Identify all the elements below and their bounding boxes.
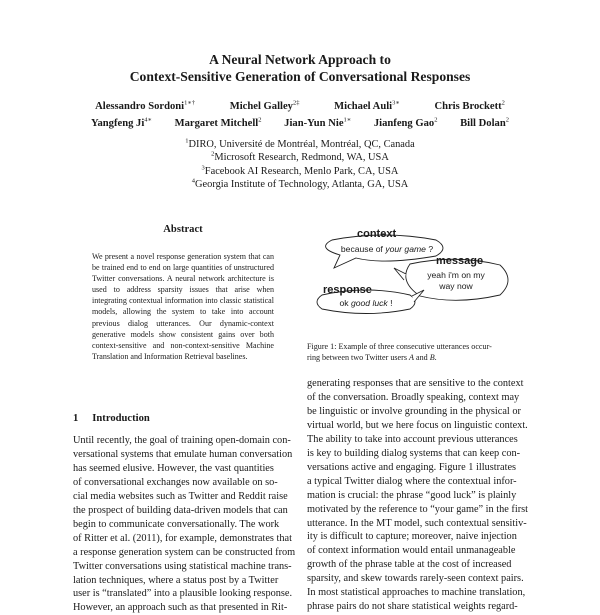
message-utterance-line-1: yeah i'm on my xyxy=(427,270,485,280)
text-line: has seemed elusive. However, the vast quantities xyxy=(73,462,274,474)
author: Michael Auli$^{3∗}$ xyxy=(334,99,400,112)
text-line: mation is crucial: the phrase “good luck” is plainly xyxy=(307,489,517,501)
section-title: Introduction xyxy=(92,413,150,424)
text-line: lation techniques, where a status post by a Twitter xyxy=(73,574,279,586)
response-utterance: ok good luck ! xyxy=(339,298,393,308)
figure-caption xyxy=(307,341,527,363)
abstract-text: We present a novel response generation system that can be trained end to end on large quantities of unstructured Twitter conversations. A neural network architecture is used to address sparsity issues that arise when integrating contextual information into classic statistical models, allowing the system to take into account previous dialog utterances. Our dynamic-context generative models show consistent gains over both context-sensitive and non-context-sensitive Machine Translation and Information Retrieval baselines. xyxy=(92,252,274,361)
right-column-paragraph xyxy=(307,377,528,614)
affiliation: $^4$Georgia Institute of Technology, Atlanta, GA, USA xyxy=(191,177,409,190)
text-line: phrase pairs do not share statistical weights regard- xyxy=(307,601,518,613)
text-line: In most statistical approaches to machine translation, xyxy=(307,587,526,599)
caption-line: ring between two Twitter users A and B. xyxy=(307,353,437,362)
text-line: Until recently, the goal of training open-domain con- xyxy=(73,435,291,446)
text-line: of conversational exchanges now available on so- xyxy=(73,476,278,488)
text-line: be linguistic or involve grounding in the physical or xyxy=(307,405,521,417)
text-line: cial media websites such as Twitter and Reddit raise xyxy=(73,490,288,502)
author: Jianfeng Gao$^2$ xyxy=(373,116,438,129)
text-line: generating responses that are sensitive to the context xyxy=(307,378,524,389)
section-number: 1 xyxy=(73,413,79,424)
text-line: ity is difficult to capture; moreover, naive injection xyxy=(307,531,517,543)
context-utterance: because of your game ? xyxy=(340,244,434,254)
text-line: virtual world, but we here focus on linguistic context. xyxy=(307,419,528,431)
text-line: utterance. In the MT model, such contextual sensitiv- xyxy=(307,517,527,529)
author: Alessandro Sordoni$^{1∗\dagger}$ xyxy=(95,99,196,112)
text-line: growth of the phrase table at the cost of increased xyxy=(307,559,512,571)
text-line: begin to communicate conversationally. The work xyxy=(73,518,280,530)
text-line: Twitter conversations using statistical machine trans- xyxy=(73,560,292,572)
text-line: a response generation system can be constructed from xyxy=(73,546,296,558)
paper-title-line-2: Context-Sensitive Generation of Conversational Responses xyxy=(129,69,471,84)
author: Margaret Mitchell$^2$ xyxy=(174,116,262,129)
text-line: motivated by the reference to “your game” in the first xyxy=(307,503,529,515)
context-label: context xyxy=(357,228,397,240)
text-line: is key to building dialog systems that can keep con- xyxy=(307,447,521,459)
affiliation: $^2$Microsoft Research, Redmond, WA, USA xyxy=(211,150,389,164)
text-line: The ability to take into account previous utterances xyxy=(307,433,518,445)
author: Jian-Yun Nie$^{1∗}$ xyxy=(284,116,352,129)
author: Yangfeng $Ji^{4∗}$ xyxy=(91,116,152,129)
text-line: a typical Twitter dialog where the contextual infor- xyxy=(307,475,517,487)
text-line: sparsity, and skew towards rarely-seen context pairs. xyxy=(307,573,524,585)
text-line: user is “translated” into a plausible looking response. xyxy=(73,588,293,600)
text-line: of Ritter et al. (2011), for example, demonstrates that xyxy=(73,532,292,544)
caption-line: Figure 1: Example of three consecutive utterances occur- xyxy=(307,342,492,351)
message-label: message xyxy=(436,255,484,267)
author: Michel Galley$^{2\ddagger}$ xyxy=(229,99,300,112)
author: Bill Dolan$^2$ xyxy=(460,116,509,129)
text-line: However, an approach such as that presented in Rit- xyxy=(73,602,288,614)
abstract-heading: Abstract xyxy=(163,224,203,235)
text-line: versations active and engaging. Figure 1 illustrates xyxy=(307,461,517,473)
text-line: of context information would entail unmanageable xyxy=(307,545,516,557)
text-line: of the conversation. Broadly speaking, context may xyxy=(307,391,520,403)
author: Chris Brockett$^2$ xyxy=(434,99,505,112)
text-line: the prospect of building data-driven models that can xyxy=(73,504,288,516)
message-bubble-tail xyxy=(394,268,406,280)
affiliation: $^3$Facebook AI Research, Menlo Park, CA, USA xyxy=(201,164,399,177)
affiliation: $^1$DIRO, Université de Montréal, Montréal, QC, Canada xyxy=(185,137,415,150)
message-utterance-line-2: way now xyxy=(439,281,473,291)
paper-title-line-1: A Neural Network Approach to xyxy=(209,52,391,67)
text-line: versational systems that emulate human conversation xyxy=(73,448,293,460)
response-label: response xyxy=(323,284,372,296)
